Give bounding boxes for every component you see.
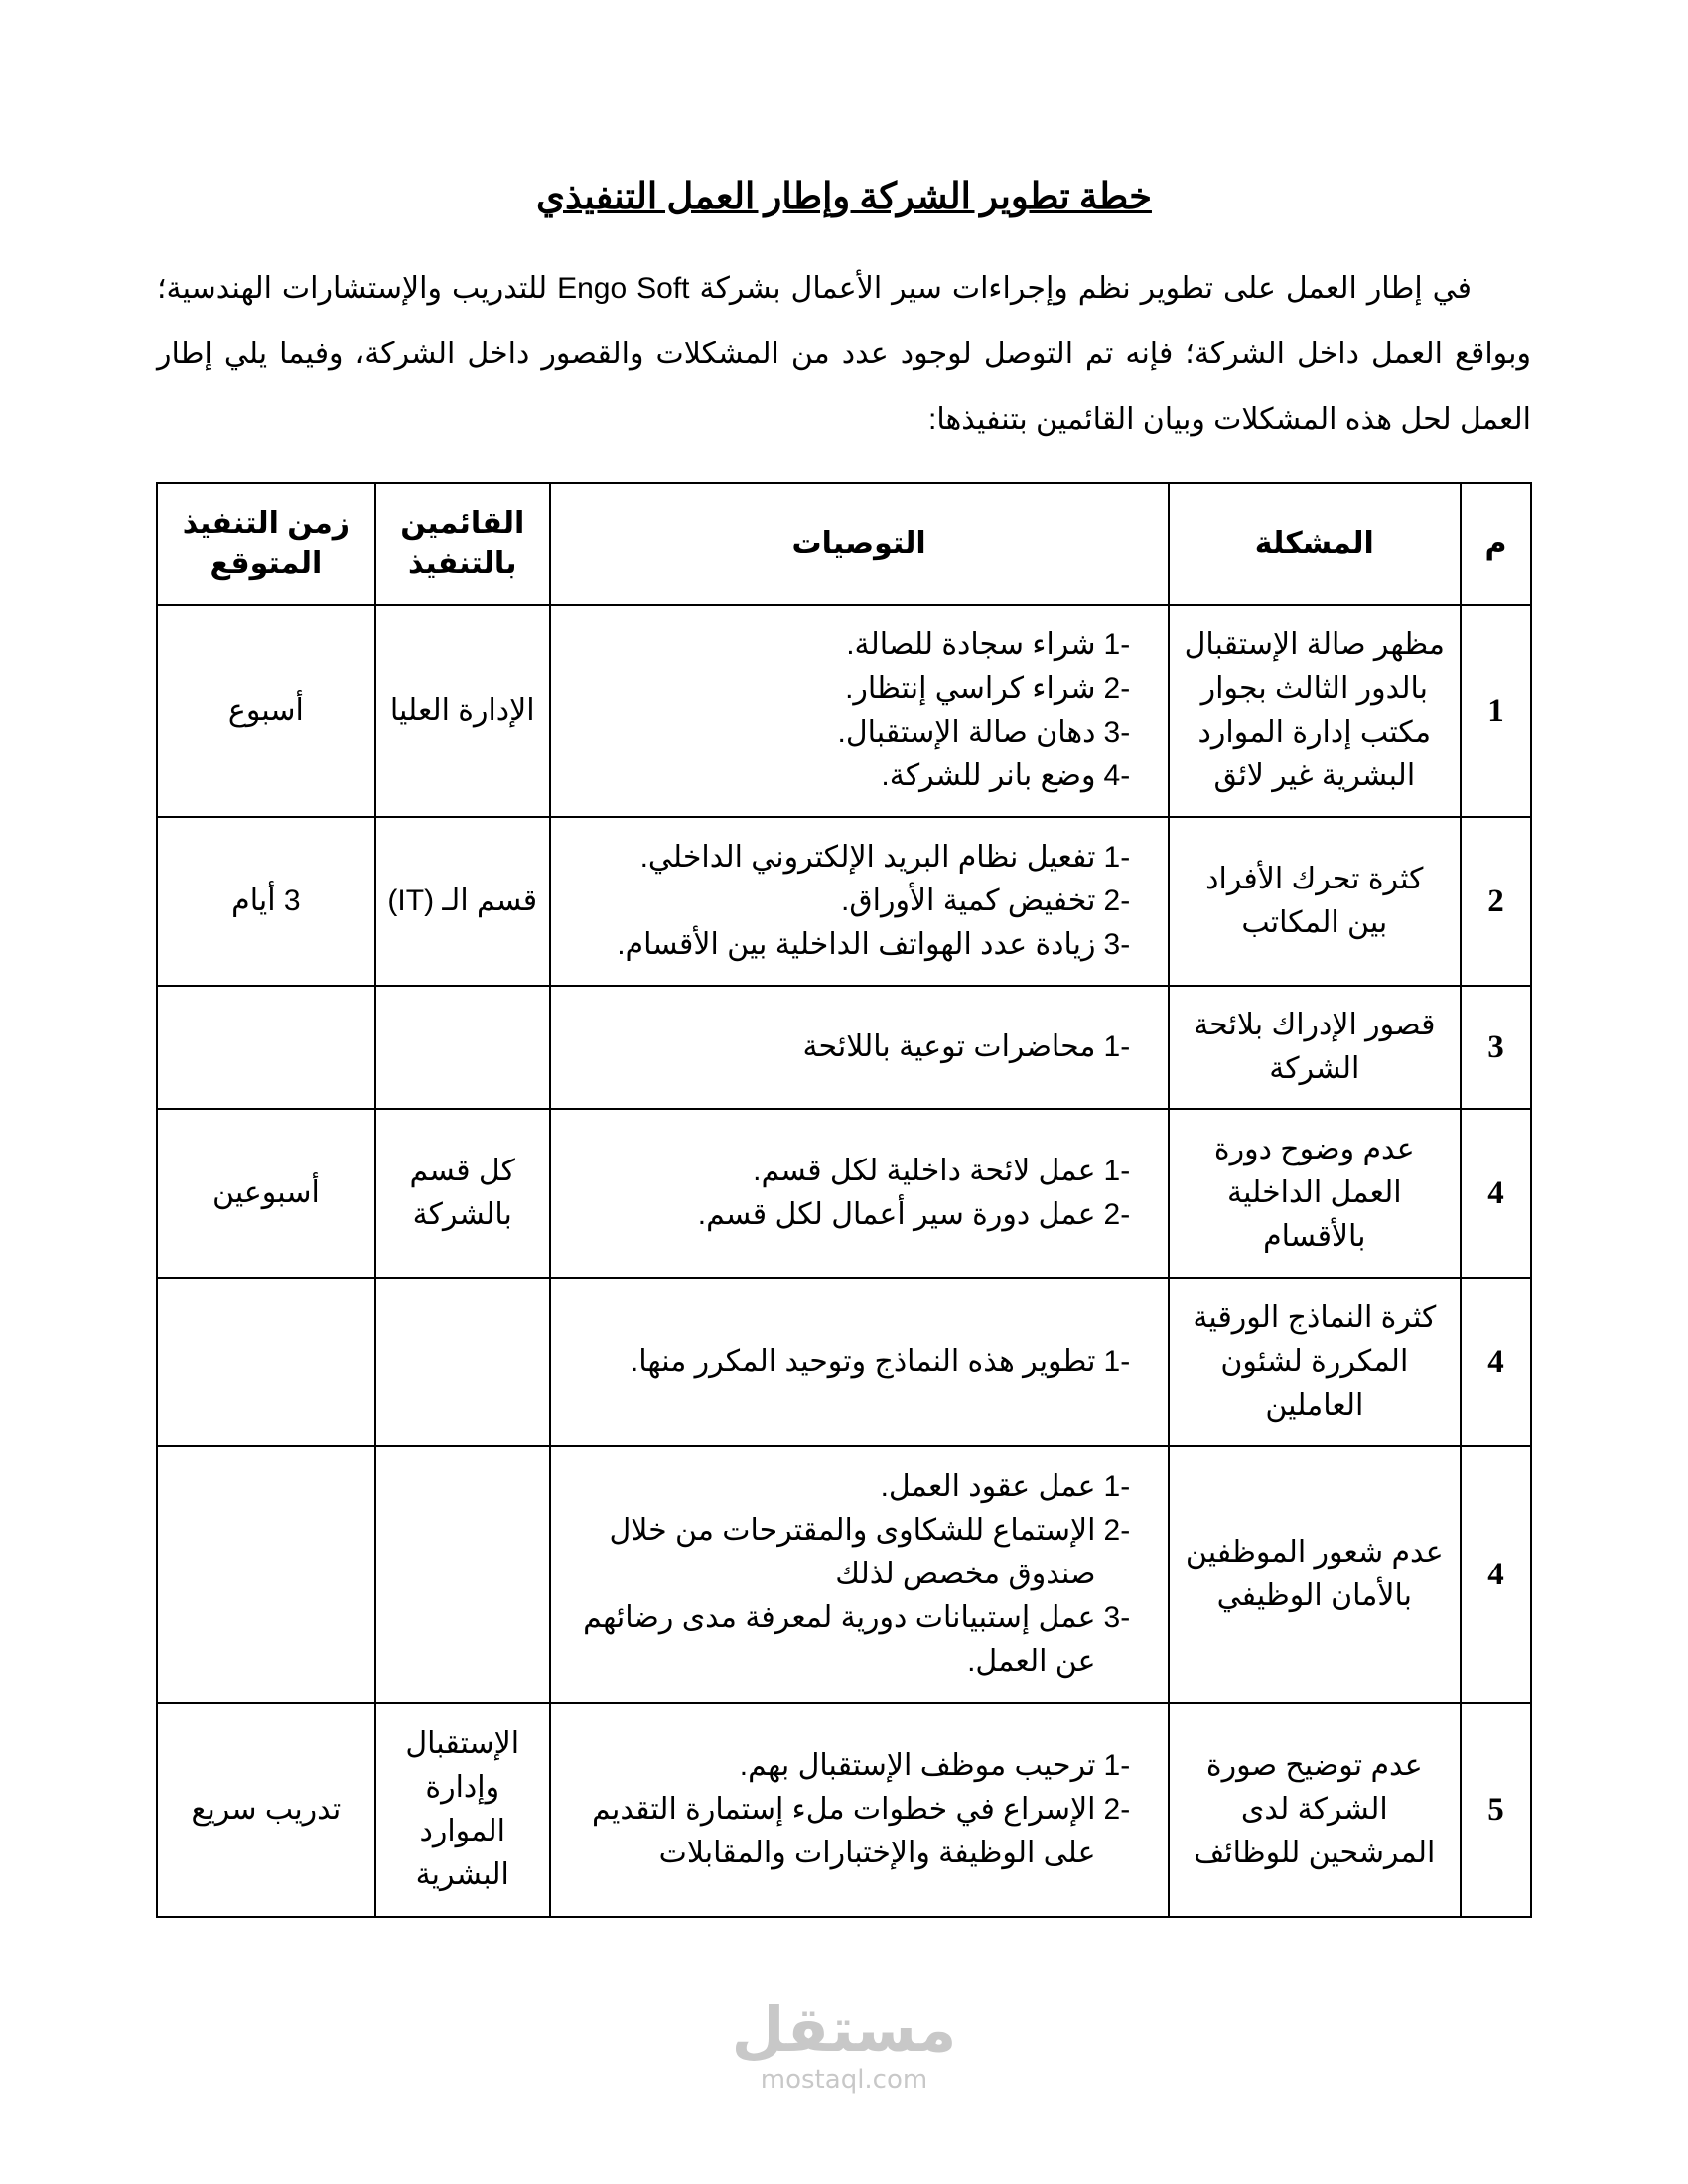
recommendations-list (571, 1150, 1148, 1237)
watermark-arabic: مستقل (731, 1993, 957, 2066)
table-row (157, 1703, 1531, 1917)
row-number: 3 (1461, 986, 1531, 1109)
duration-cell: أسبوع (157, 605, 375, 817)
recommendation-item: شراء كراسي إنتظار. (845, 672, 1096, 705)
row-number: 5 (1461, 1703, 1531, 1917)
recommendation-item: عمل عقود العمل. (880, 1470, 1096, 1503)
row-number: 4 (1461, 1278, 1531, 1446)
row-number: 2 (1461, 817, 1531, 986)
recommendation-item: دهان صالة الإستقبال. (837, 716, 1096, 749)
recommendation-item: الإستماع للشكاوى والمقترحات من خلال صندوق مخصص لذلك (609, 1514, 1096, 1590)
recommendation-item: وضع بانر للشركة. (881, 759, 1096, 792)
duration-cell (157, 1278, 375, 1446)
duration-cell: أسبوعين (157, 1109, 375, 1278)
recommendation-item: تفعيل نظام البريد الإلكتروني الداخلي. (639, 841, 1096, 874)
page-title: خطة تطوير الشركة وإطار العمل التنفيذي (536, 177, 1152, 217)
recommendations-cell (550, 605, 1169, 817)
table-row (157, 1278, 1531, 1446)
recommendations-list (571, 1744, 1148, 1875)
table-row (157, 1446, 1531, 1703)
recommendations-cell (550, 986, 1169, 1109)
owners-cell: كل قسم بالشركة (375, 1109, 550, 1278)
owners-cell (375, 1446, 550, 1703)
recommendations-list (571, 623, 1148, 798)
problem-cell: مظهر صالة الإستقبال بالدور الثالث بجوار مكتب إدارة الموارد البشرية غير لائق (1169, 605, 1462, 817)
owners-cell (375, 986, 550, 1109)
recommendation-item: ترحيب موظف الإستقبال بهم. (739, 1749, 1096, 1782)
watermark-latin: mostaql.com (760, 2065, 928, 2095)
table-header-row (157, 483, 1531, 605)
table-row (157, 1109, 1531, 1278)
owners-cell: قسم الـ (IT) (375, 817, 550, 986)
plan-table (156, 482, 1532, 1918)
header-problem: المشكلة (1169, 483, 1462, 605)
header-owners: القائمين بالتنفيذ (375, 483, 550, 605)
duration-cell (157, 1446, 375, 1703)
recommendation-item: عمل لائحة داخلية لكل قسم. (753, 1155, 1096, 1187)
row-number: 4 (1461, 1446, 1531, 1703)
recommendation-item: عمل إستبيانات دورية لمعرفة مدى رضائهم عن العمل. (583, 1601, 1096, 1678)
header-recommendations: التوصيات (550, 483, 1169, 605)
recommendations-cell (550, 1109, 1169, 1278)
recommendation-item: شراء سجادة للصالة. (846, 628, 1096, 661)
duration-cell (157, 986, 375, 1109)
duration-cell: تدريب سريع (157, 1703, 375, 1917)
recommendations-list (571, 1025, 1148, 1069)
recommendations-cell (550, 1703, 1169, 1917)
recommendations-cell (550, 1446, 1169, 1703)
recommendation-item: تخفيض كمية الأوراق. (841, 885, 1096, 917)
duration-cell: 3 أيام (157, 817, 375, 986)
table-row (157, 817, 1531, 986)
recommendations-list (571, 836, 1148, 967)
intro-paragraph: في إطار العمل على تطوير نظم وإجراءات سير الأعمال بشركة Engo Soft للتدريب والإستشارات الهندسية؛ وبواقع العمل داخل الشركة؛ فإنه تم التوصل لوجود عدد من المشكلات والقصور داخل الشركة، وفيما يلي إطار العمل لحل هذه المشكلات وبيان القائمين بتنفيذها: (157, 272, 1531, 436)
problem-cell: قصور الإدراك بلائحة الشركة (1169, 986, 1462, 1109)
recommendation-item: الإسراع في خطوات ملء إستمارة التقديم على الوظيفة والإختبارات والمقابلات (592, 1793, 1096, 1869)
recommendation-item: تطوير هذه النماذج وتوحيد المكرر منها. (630, 1345, 1096, 1378)
row-number: 4 (1461, 1109, 1531, 1278)
recommendations-cell (550, 1278, 1169, 1446)
mostaql-watermark (730, 1995, 958, 2095)
header-num: م (1461, 483, 1531, 605)
recommendations-list (571, 1465, 1148, 1684)
problem-cell: كثرة تحرك الأفراد بين المكاتب (1169, 817, 1462, 986)
owners-cell (375, 1278, 550, 1446)
recommendations-list (571, 1340, 1148, 1384)
problem-cell: عدم شعور الموظفين بالأمان الوظيفي (1169, 1446, 1462, 1703)
recommendation-item: زيادة عدد الهواتف الداخلية بين الأقسام. (617, 928, 1096, 961)
owners-cell: الإستقبال وإدارة الموارد البشرية (375, 1703, 550, 1917)
row-number: 1 (1461, 605, 1531, 817)
table-row (157, 605, 1531, 817)
recommendation-item: عمل دورة سير أعمال لكل قسم. (697, 1198, 1096, 1231)
problem-cell: كثرة النماذج الورقية المكررة لشئون العاملين (1169, 1278, 1462, 1446)
header-duration: زمن التنفيذ المتوقع (157, 483, 375, 605)
owners-cell: الإدارة العليا (375, 605, 550, 817)
problem-cell: عدم وضوح دورة العمل الداخلية بالأقسام (1169, 1109, 1462, 1278)
recommendations-cell (550, 817, 1169, 986)
recommendation-item: محاضرات توعية باللائحة (802, 1030, 1096, 1063)
table-row (157, 986, 1531, 1109)
problem-cell: عدم توضيح صورة الشركة لدى المرشحين للوظائف (1169, 1703, 1462, 1917)
